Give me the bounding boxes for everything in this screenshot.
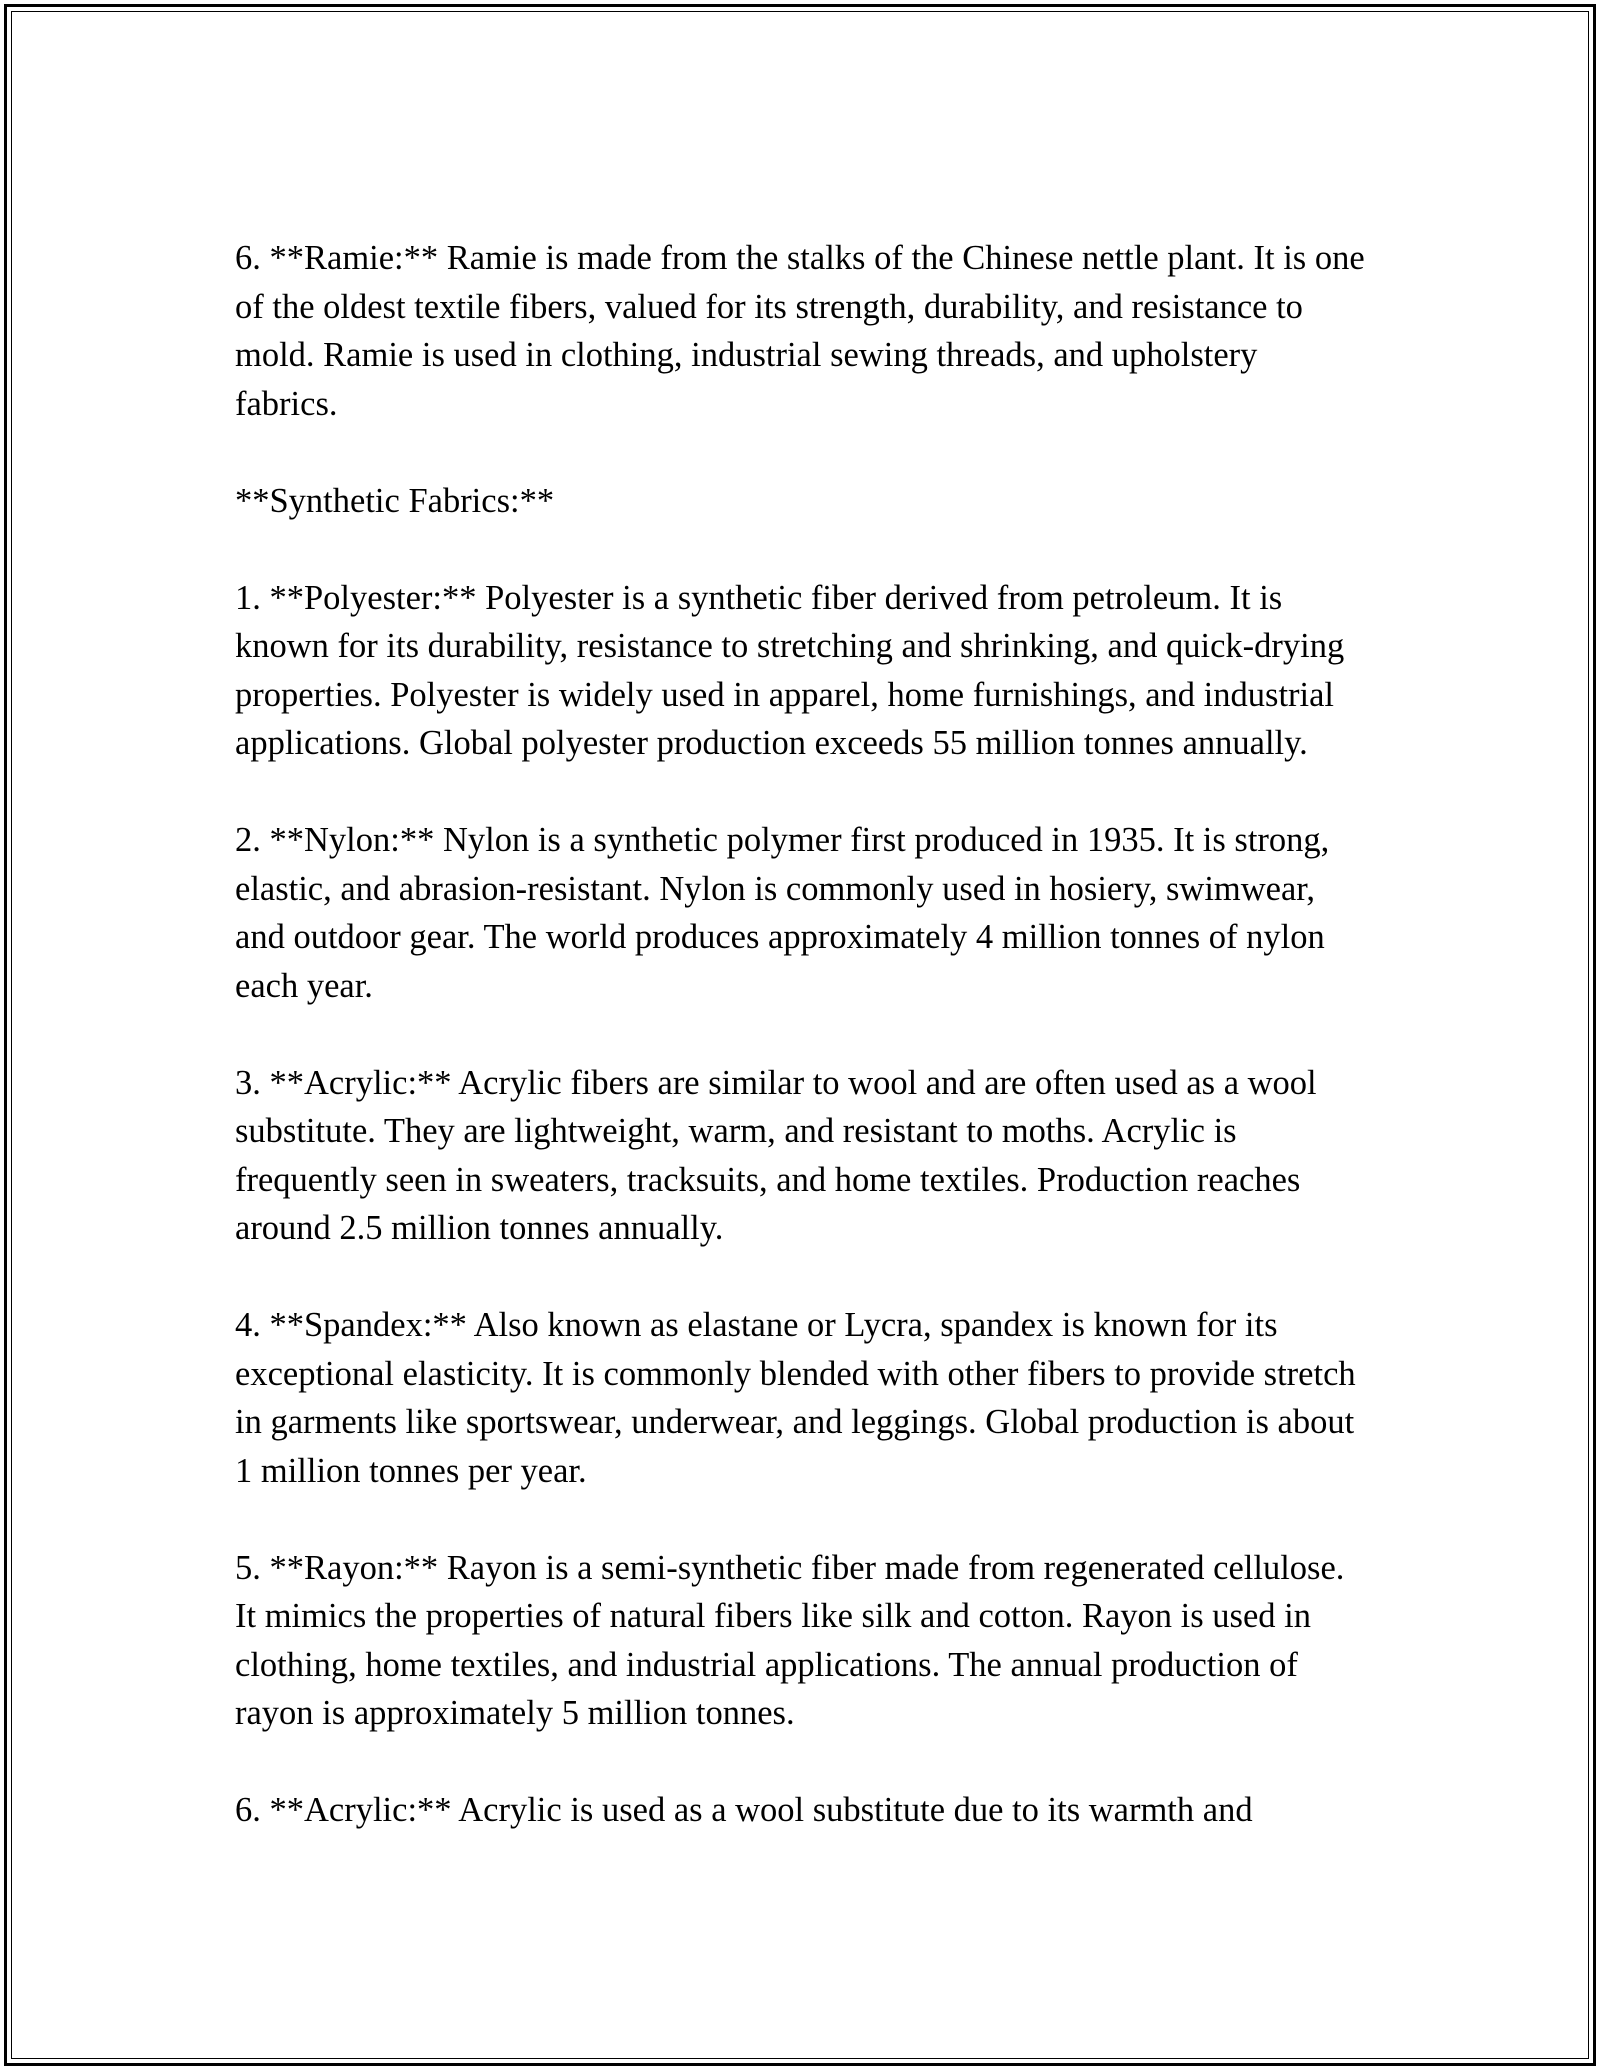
paragraph-spandex: 4. **Spandex:** Also known as elastane or Lycra, spandex is known for its exceptional elasticity. It is commonly blended with other fibers to provide stretch in garments like sportswear, underwear, and leggings. Global production is about 1 million tonnes per year. [235,1306,1356,1490]
paragraph-acrylic-second: 6. **Acrylic:** Acrylic is used as a wool substitute due to its warmth and [235,1791,1253,1829]
paragraph-acrylic: 3. **Acrylic:** Acrylic fibers are similar to wool and are often used as a wool substitute. They are lightweight, warm, and resistant to moths. Acrylic is frequently seen in sweaters, tracksuits, and home textiles. Production reaches around 2.5 million tonnes annually. [235,1063,1317,1247]
paragraph-polyester: 1. **Polyester:** Polyester is a synthetic fiber derived from petroleum. It is known for its durability, resistance to stretching and shrinking, and quick-drying properties. Polyester is widely used in apparel, home furnishings, and industrial applications. Global polyester production exceeds 55 million tonnes annually. [235,578,1345,762]
paragraph-nylon: 2. **Nylon:** Nylon is a synthetic polymer first produced in 1935. It is strong, elastic, and abrasion-resistant. Nylon is commonly used in hosiery, swimwear, and outdoor gear. The world produces approximately 4 million tonnes of nylon each year. [235,821,1330,1005]
paragraph-rayon: 5. **Rayon:** Rayon is a semi-synthetic fiber made from regenerated cellulose. It mimics the properties of natural fibers like silk and cotton. Rayon is used in clothing, home textiles, and industrial applications. The annual production of rayon is approximately 5 million tonnes. [235,1548,1345,1732]
heading-synthetic-fabrics: **Synthetic Fabrics:** [235,481,555,520]
document-body [235,234,1365,1883]
paragraph-ramie: 6. **Ramie:** Ramie is made from the stalks of the Chinese nettle plant. It is one of the oldest textile fibers, valued for its strength, durability, and resistance to mold. Ramie is used in clothing, industrial sewing threads, and upholstery fabrics. [235,239,1365,423]
